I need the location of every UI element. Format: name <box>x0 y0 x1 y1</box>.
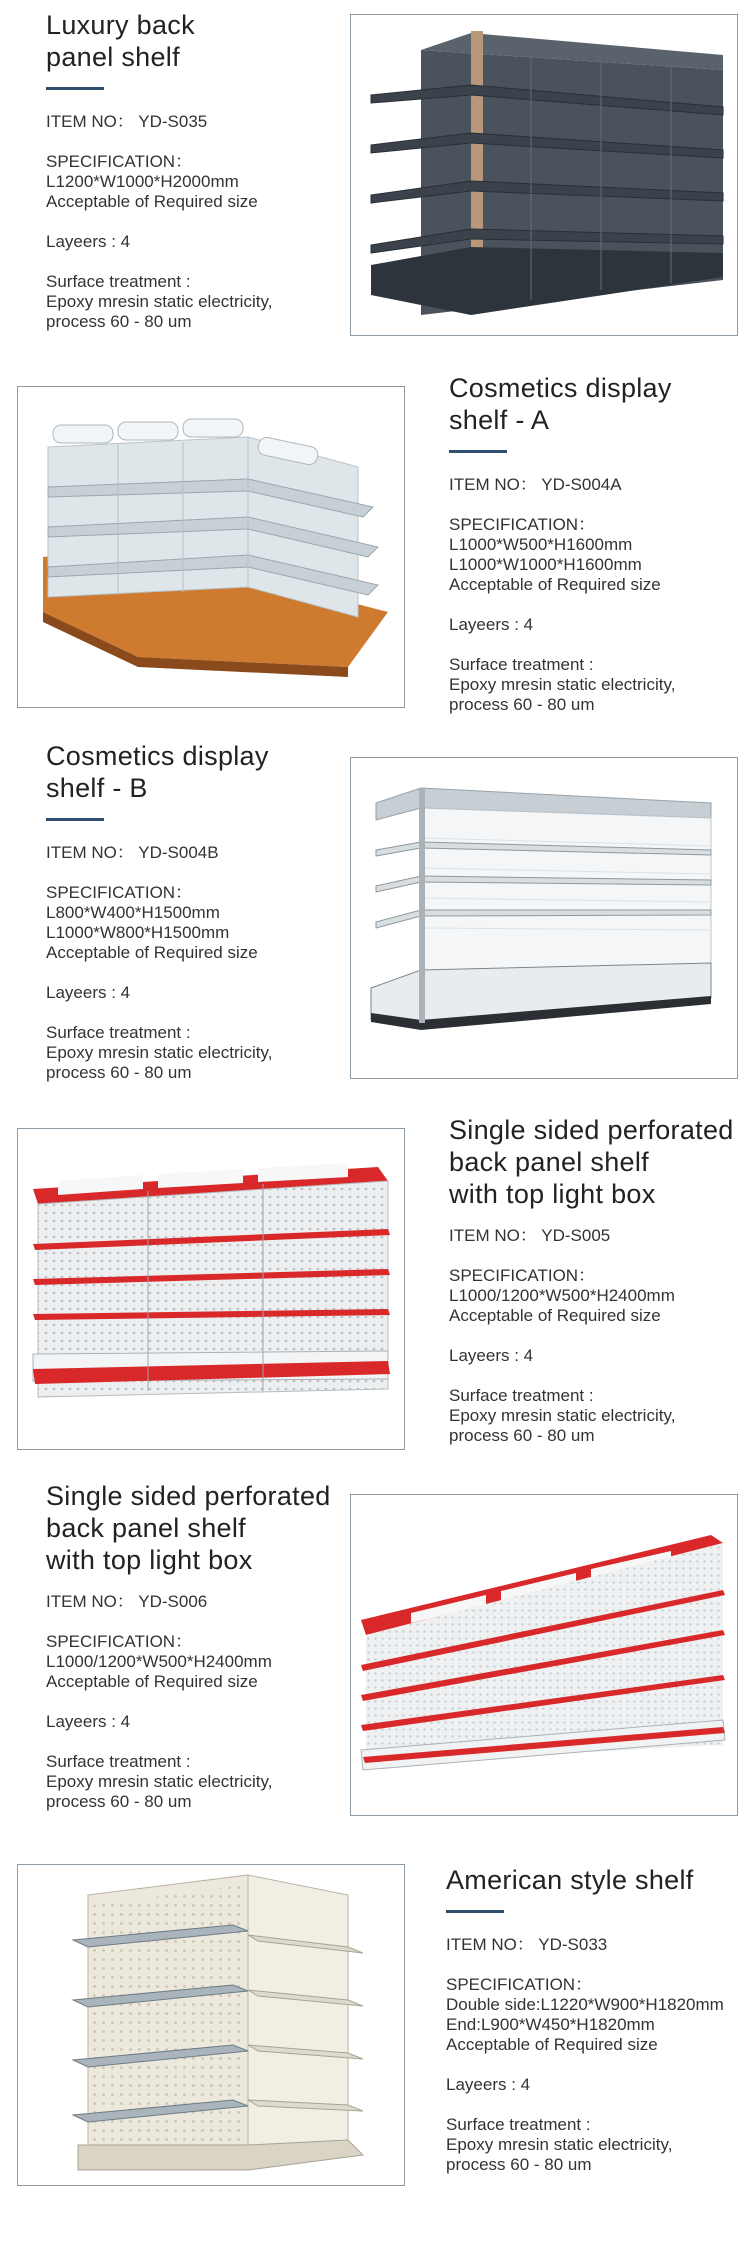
layers: Layeers : 4 <box>46 232 131 251</box>
surface-label: Surface treatment : <box>46 1752 191 1771</box>
layers: Layeers : 4 <box>46 983 131 1002</box>
spec-line: Acceptable of Required size <box>446 2035 658 2054</box>
perforated-shelf-illustration <box>18 1129 404 1449</box>
product-title: Single sided perforated back panel shelf with top light box <box>449 1115 734 1209</box>
layers: Layeers : 4 <box>46 1712 131 1731</box>
layers: Layeers : 4 <box>449 1346 534 1365</box>
spec-line: Acceptable of Required size <box>46 943 258 962</box>
item-number: ITEM NO： YD-S004A <box>449 475 622 494</box>
layers: Layeers : 4 <box>446 2075 531 2094</box>
spec-line: Acceptable of Required size <box>449 1306 661 1325</box>
spec-label: SPECIFICATION： <box>46 152 193 171</box>
spec-line: L1000*W800*H1500mm <box>46 923 230 942</box>
product-title: Luxury back panel shelf <box>46 10 195 72</box>
product-image <box>350 14 738 336</box>
surface-line: Epoxy mresin static electricity, <box>46 1772 273 1791</box>
product-card <box>449 1114 749 1446</box>
surface-label: Surface treatment : <box>46 1023 191 1042</box>
spec-line: L1000*W1000*H1600mm <box>449 555 642 574</box>
surface-label: Surface treatment : <box>449 1386 594 1405</box>
product-title: American style shelf <box>446 1865 694 1895</box>
layers: Layeers : 4 <box>449 615 534 634</box>
surface-line: process 60 - 80 um <box>46 312 192 331</box>
surface-label: Surface treatment : <box>46 272 191 291</box>
spec-line: Double side:L1220*W900*H1820mm <box>446 1995 724 2014</box>
surface-line: Epoxy mresin static electricity, <box>446 2135 673 2154</box>
surface-line: Epoxy mresin static electricity, <box>449 1406 676 1425</box>
dark-shelf-illustration <box>351 15 737 335</box>
product-image <box>350 1494 738 1816</box>
item-number: ITEM NO： YD-S006 <box>46 1592 208 1611</box>
product-card <box>46 740 346 1083</box>
spec-line: Acceptable of Required size <box>46 1672 258 1691</box>
product-card <box>449 372 749 715</box>
title-underline <box>46 818 104 821</box>
surface-line: process 60 - 80 um <box>46 1792 192 1811</box>
cosmetics-shelf-b-illustration <box>351 758 737 1078</box>
product-card <box>46 9 346 332</box>
spec-label: SPECIFICATION： <box>449 1266 596 1285</box>
product-card <box>46 1480 346 1812</box>
spec-label: SPECIFICATION： <box>449 515 596 534</box>
surface-line: process 60 - 80 um <box>449 695 595 714</box>
product-title: Single sided perforated back panel shelf with top light box <box>46 1481 331 1575</box>
surface-line: Epoxy mresin static electricity, <box>46 1043 273 1062</box>
item-number: ITEM NO： YD-S035 <box>46 112 208 131</box>
spec-line: L1000*W500*H1600mm <box>449 535 633 554</box>
surface-line: process 60 - 80 um <box>449 1426 595 1445</box>
spec-line: L800*W400*H1500mm <box>46 903 220 922</box>
item-number: ITEM NO： YD-S005 <box>449 1226 611 1245</box>
product-image <box>17 386 405 708</box>
title-underline <box>446 1910 504 1913</box>
spec-line: L1000/1200*W500*H2400mm <box>46 1652 272 1671</box>
surface-line: process 60 - 80 um <box>446 2155 592 2174</box>
product-image <box>350 757 738 1079</box>
product-image <box>17 1864 405 2186</box>
surface-line: Epoxy mresin static electricity, <box>46 292 273 311</box>
surface-line: process 60 - 80 um <box>46 1063 192 1082</box>
title-underline <box>46 87 104 90</box>
cosmetics-shelf-a-illustration <box>18 387 404 707</box>
spec-label: SPECIFICATION： <box>446 1975 593 1994</box>
item-number: ITEM NO： YD-S033 <box>446 1935 608 1954</box>
title-underline <box>449 450 507 453</box>
spec-line: Acceptable of Required size <box>449 575 661 594</box>
spec-line: L1200*W1000*H2000mm <box>46 172 239 191</box>
surface-line: Epoxy mresin static electricity, <box>449 675 676 694</box>
spec-line: L1000/1200*W500*H2400mm <box>449 1286 675 1305</box>
long-perforated-shelf-illustration <box>351 1495 737 1815</box>
surface-label: Surface treatment : <box>449 655 594 674</box>
item-number: ITEM NO： YD-S004B <box>46 843 219 862</box>
spec-line: Acceptable of Required size <box>46 192 258 211</box>
product-card <box>446 1864 750 2175</box>
product-image <box>17 1128 405 1450</box>
product-title: Cosmetics display shelf - A <box>449 373 672 435</box>
surface-label: Surface treatment : <box>446 2115 591 2134</box>
american-style-shelf-illustration <box>18 1865 404 2185</box>
spec-label: SPECIFICATION： <box>46 1632 193 1651</box>
spec-label: SPECIFICATION： <box>46 883 193 902</box>
product-title: Cosmetics display shelf - B <box>46 741 269 803</box>
spec-line: End:L900*W450*H1820mm <box>446 2015 655 2034</box>
